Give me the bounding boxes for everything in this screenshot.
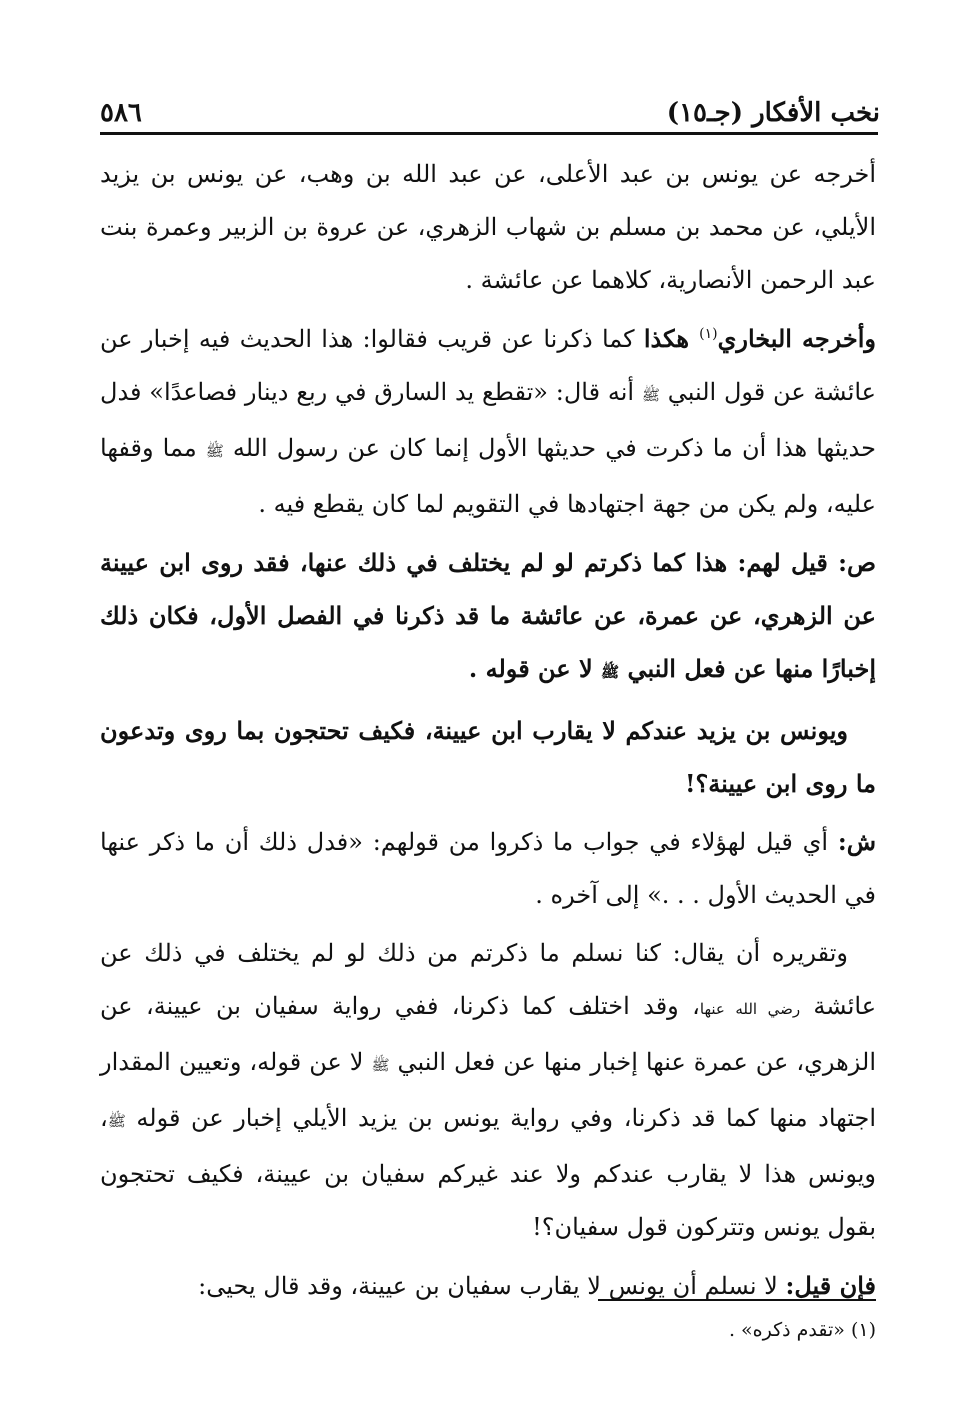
footnote-separator <box>598 1299 876 1301</box>
honorific: ﷺ <box>107 1112 126 1130</box>
paragraph-3: ص: قيل لهم: هذا كما ذكرتم لو لم يختلف في ذلك عنها، فقد روى ابن عيينة عن الزهري، عن عمرة، عن عائشة ما قد ذكرنا في الفصل الأول، فكان ذلك إخبارًا منها عن فعل النبي ﷺ لا عن قوله . <box>100 548 876 683</box>
paragraph-5: ش: أي قيل لهؤلاء في جواب ما ذكروا من قولهم: «فدل ذلك أن ما ذكر عنها في الحديث الأول . . .» إلى آخره . <box>100 827 876 909</box>
honorific: ﷺ <box>641 386 660 404</box>
paragraph-lead: فإن قيل: <box>785 1271 876 1300</box>
paragraph-2: وأخرجه البخاري$^{(١)}$ هكذا كما ذكرنا عن قريب فقالوا: هذا الحديث فيه إخبار عن عائشة عن قول النبي ﷺ أنه قال: «تقطع يد السارق في ربع دينار فصاعدًا» فدل حديثها هذا أن ما ذكرت في حديثها الأول إنما كان عن رسول الله ﷺ مما وقفها عليه، ولم يكن من جهة اجتهادها في التقويم لما كان يقطع فيه . <box>100 324 877 518</box>
book-title: نخب الأفكار (جـ١٥) <box>666 98 880 128</box>
paragraph-1: أخرجه عن يونس بن عبد الأعلى، عن عبد الله بن وهب، عن يونس بن يزيد الأيلي، عن محمد بن مسلم بن شهاب الزهري، عن عروة بن الزبير وعمرة بنت عبد الرحمن الأنصارية، كلاهما عن عائشة . <box>100 160 876 294</box>
paragraph-7: فإن قيل: لا نسلم أن يونس لا يقارب سفيان بن عيينة، وقد قال يحيى: <box>198 1271 876 1300</box>
footnote-text: «تقدم ذكره» . <box>728 1319 851 1341</box>
honorific: ﷺ <box>371 1056 390 1074</box>
paragraph-4: ويونس بن يزيد عندكم لا يقارب ابن عيينة، فكيف تحتجون بما روى وتدعون ما روى ابن عيينة؟! <box>100 716 876 798</box>
paragraph-lead: ش: <box>837 827 876 856</box>
main-text <box>100 148 876 1318</box>
honorific: ﷺ <box>205 442 224 460</box>
paragraph-lead: وأخرجه البخاري <box>717 324 877 353</box>
page-number: ٥٨٦ <box>100 98 142 128</box>
honorific: ﷺ <box>601 663 620 681</box>
page-header <box>100 84 880 128</box>
footnote <box>729 1316 876 1344</box>
header-rule <box>100 132 878 135</box>
paragraph-6: وتقريره أن يقال: كنا نسلم ما ذكرتم من ذلك لو لم يختلف في ذلك عن عائشة رضي الله عنها، وقد اختلف كما ذكرنا، ففي رواية سفيان بن عيينة، عن الزهري، عن عمرة عنها إخبار منها عن فعل النبي ﷺ لا عن قوله، وتعيين المقدار اجتهاد منها كما قد ذكرنا، وفي رواية يونس بن يزيد الأيلي إخبار عن قوله ﷺ، ويونس هذا لا يقارب عندكم ولا عند غيركم سفيان بن عيينة، فكيف تحتجون بقول يونس وتتركون قول سفيان؟! <box>100 939 877 1241</box>
footnote-marker: (١) <box>699 326 718 342</box>
paragraph-lead: ص: <box>838 548 876 577</box>
footnote-number: (١) <box>850 1319 876 1341</box>
honorific: رضي الله عنها <box>699 1000 801 1018</box>
